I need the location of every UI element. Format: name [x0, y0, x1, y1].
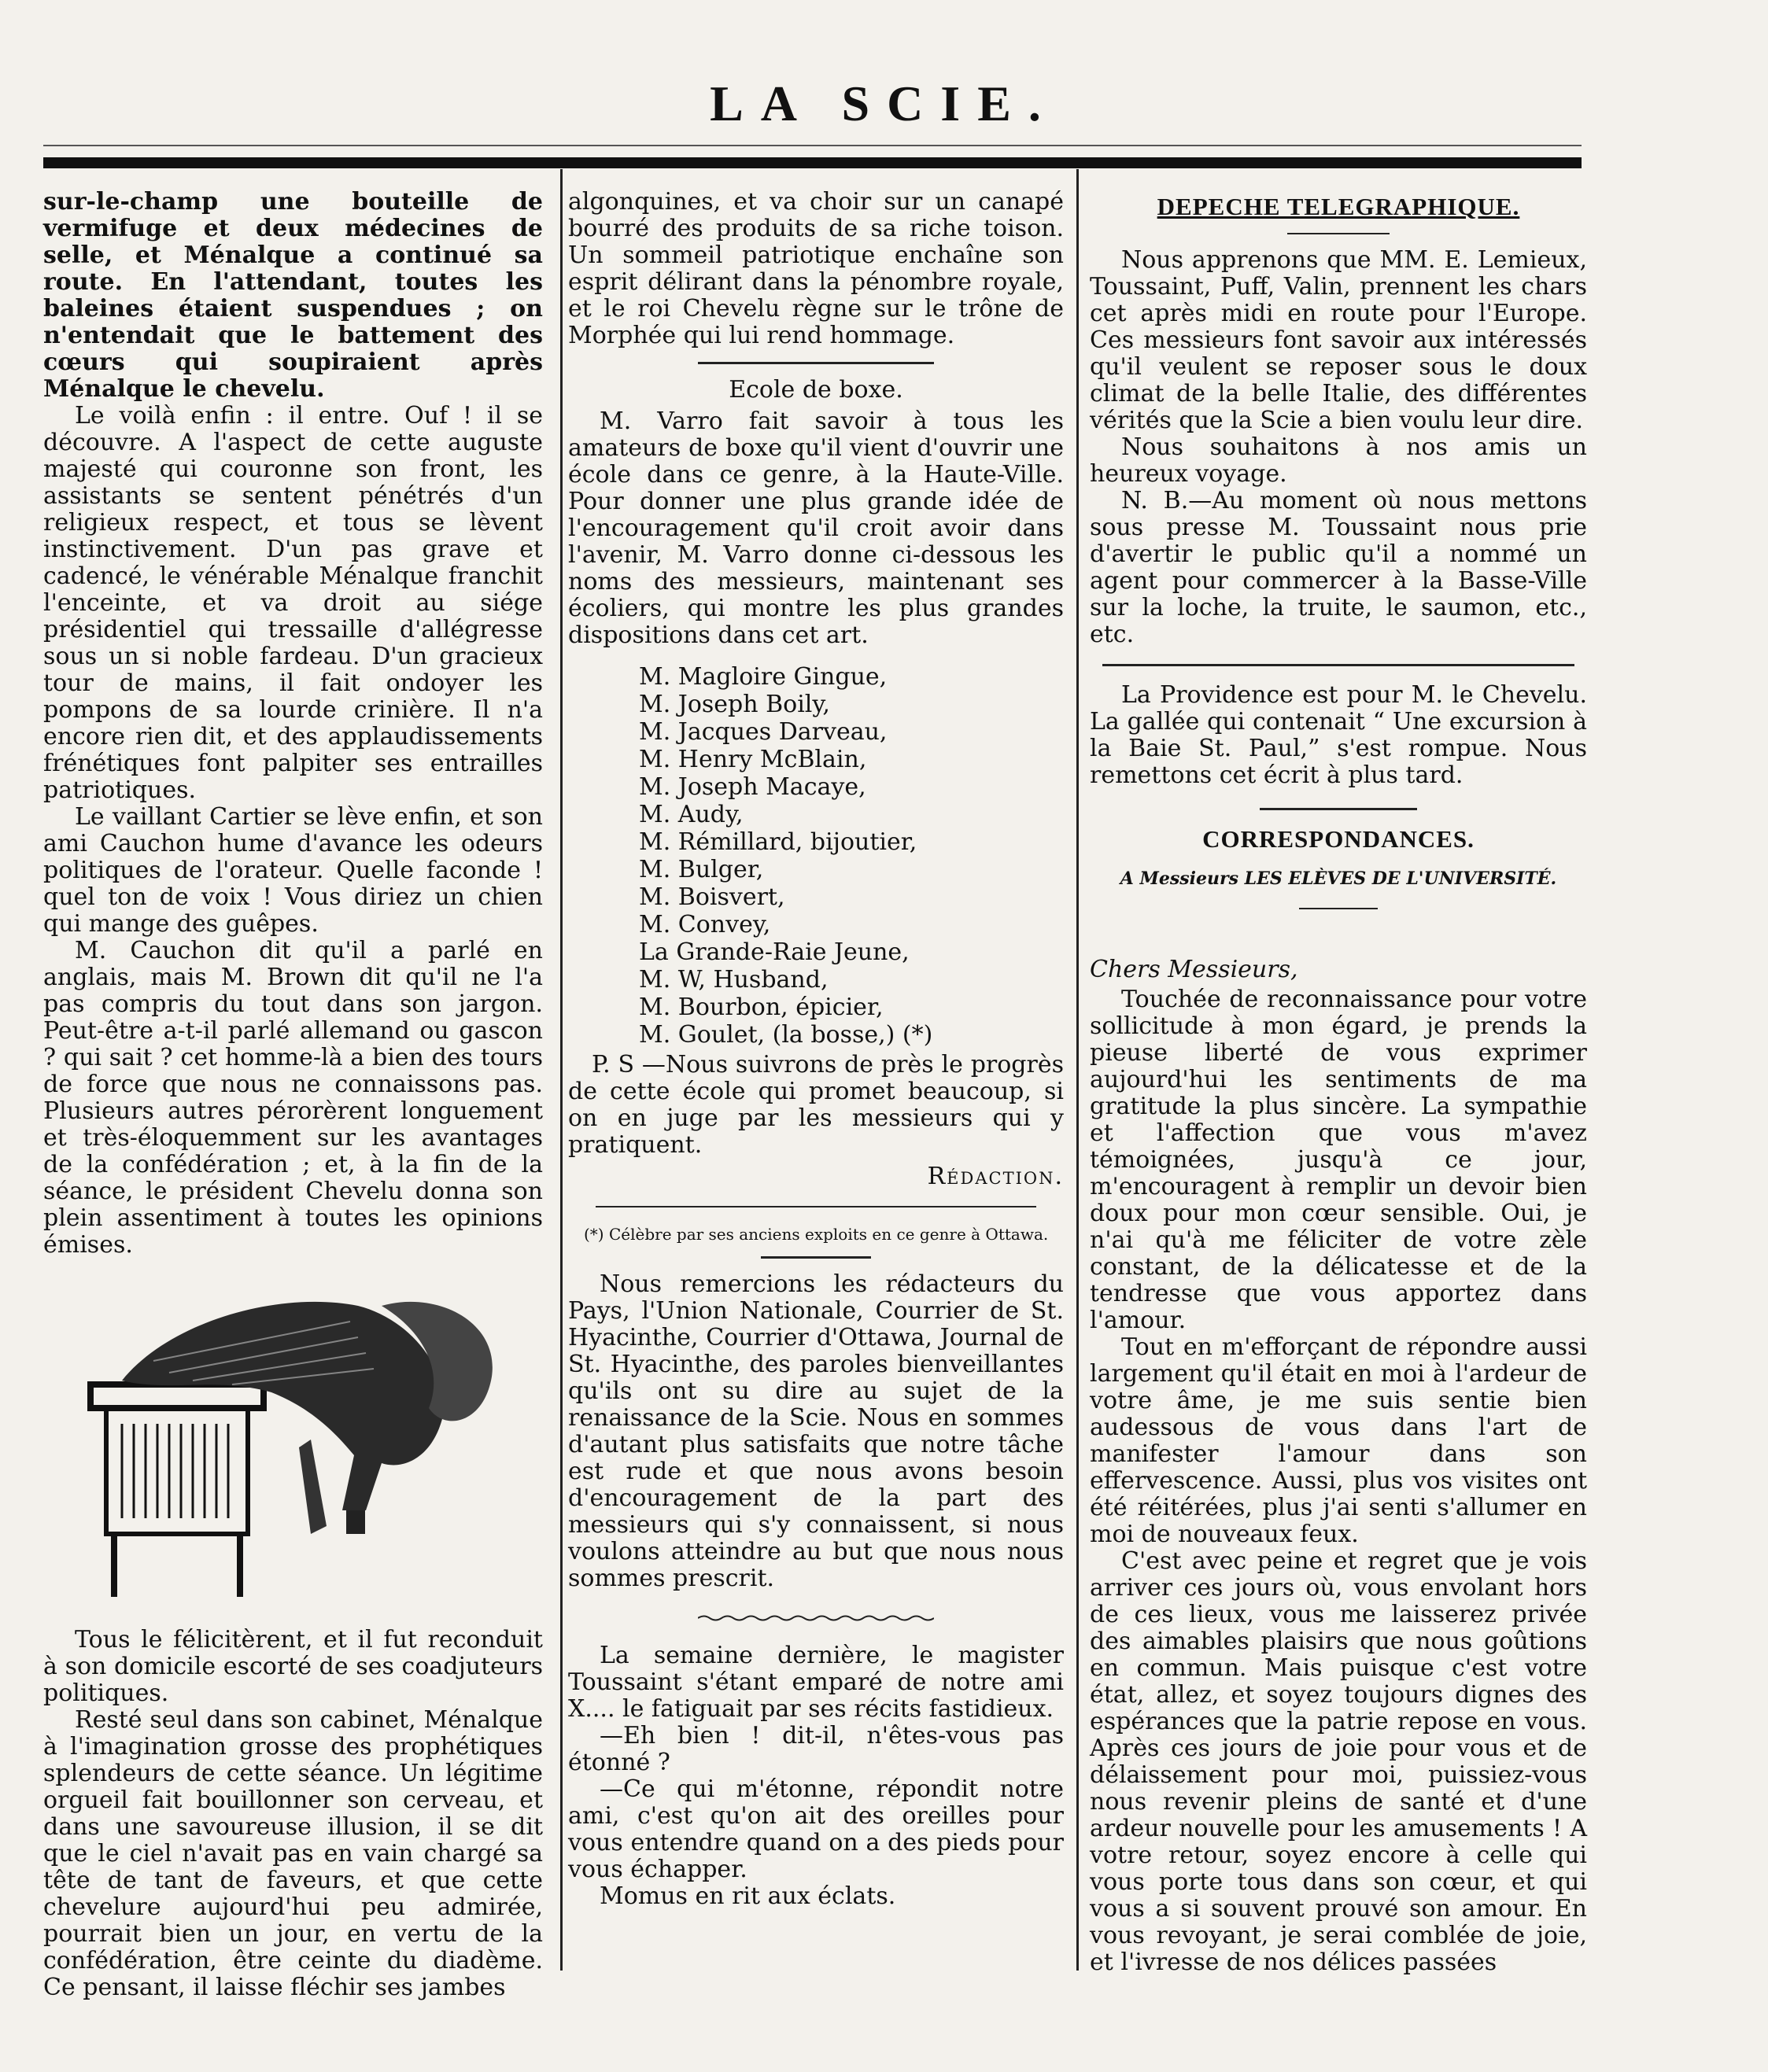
col1-paragraph-1: sur-le-champ une bouteille de vermifuge et deux médecines de selle, et Ménalque a continué sa route. En l'attendant, toutes les baleines étaient suspendues ; on n'entendait que le battement des cœurs qui soupiraient après Ménalque le chevelu.	[43, 188, 543, 403]
anecdote-paragraph-3: —Ce qui m'étonne, répondit notre ami, c'est qu'on ait des oreilles pour vous entendre quand on a des pieds pour vous échapper.	[568, 1775, 1064, 1883]
column-2	[568, 189, 1064, 1910]
letter-paragraph-3: C'est avec peine et regret que je vois arriver ces jours où, vous envolant hors de ces lieux, vous me laisserez privée des aimables plaisirs que nous goûtions en commun. Mais puisque c'est votre état, allez, et soyez toujours dignes des espérances que la patrie repose en vous. Après ces jours de joie pour vous et de délaissement pour moi, puissiez-vous nous revenir pleins de santé et d'une ardeur nouvelle pour les amusements ! A votre retour, soyez encore à celle qui vous porte tous dans son cœur, et qui vous a si souvent prouvé son amour. En vous revoyant, je serai comblée de joie, et l'ivresse de nos délices passées	[1090, 1547, 1587, 1976]
list-item: M. W, Husband,	[639, 966, 829, 994]
list-item: M. Henry McBlain,	[639, 746, 867, 773]
list-item: M. Goulet, (la bosse,) (*)	[639, 1021, 933, 1049]
list-item: La Grande-Raie Jeune,	[639, 938, 910, 966]
anecdote-paragraph-4: Momus en rit aux éclats.	[600, 1882, 896, 1910]
depeche-paragraph-1: Nous apprenons que MM. E. Lemieux, Toussaint, Puff, Valin, prennent les chars cet après midi en route pour l'Europe. Ces messieurs font savoir aux intéressés qu'il veulent se reposer sous le doux climat de la belle Italie, des différentes vérités que la Scie a bien voulu leur dire.	[1090, 246, 1587, 434]
depeche-heading: DEPECHE TELEGRAPHIQUE.	[1157, 193, 1520, 220]
col1-paragraph-5: Tous le félicitèrent, et il fut reconduit à son domicile escorté de ses coadjuteurs politiques.	[43, 1626, 543, 1707]
footnote: (*) Célèbre par ses anciens exploits en ce genre à Ottawa.	[584, 1225, 1049, 1244]
boxe-postscript: P. S —Nous suivrons de près le progrès de cette école qui promet beaucoup, si on en juge par les messieurs qui y pratiquent.	[568, 1051, 1064, 1159]
col1-paragraph-4: M. Cauchon dit qu'il a parlé en anglais, mais M. Brown dit qu'il ne l'a pas compris du tout dans son jargon. Peut-être a-t-il parlé allemand ou gascon ? qui sait ? cet homme-là a bien des tours de force que nous ne connaissons pas. Plusieurs autres pérorèrent longuement et très-éloquemment sur les avantages de la confédération ; et, à la fin de la séance, le président Chevelu donna son plein assentiment à toutes les opinions émises.	[43, 937, 543, 1259]
separator	[1299, 908, 1378, 909]
anecdote-paragraph-2: —Eh bien ! dit-il, n'êtes-vous pas étonné ?	[568, 1722, 1064, 1776]
bowing-man-engraving	[75, 1274, 515, 1605]
list-item: M. Joseph Boily,	[639, 691, 830, 718]
col1-paragraph-6: Resté seul dans son cabinet, Ménalque à l'imagination grosse des prophétiques splendeurs de cette séance. Un légitime orgueil fait bouillonner son cerveau, et dans une savoureuse illusion, il se dit que le ciel n'avait pas en vain chargé sa tête de tant de faveurs, et que cette chevelure aujourd'hui peu admirée, pourrait bien un jour, en vertu de la confédération, être ceinte du diadème. Ce pensant, il laisse fléchir ses jambes	[43, 1706, 543, 2001]
anecdote-paragraph-1: La semaine dernière, le magister Toussaint s'étant emparé de notre ami X.... le fatiguait par ses récits fastidieux.	[568, 1642, 1064, 1723]
thanks-paragraph: Nous remercions les rédacteurs du Pays, l'Union Nationale, Courrier de St. Hyacinthe, Courrier d'Ottawa, Journal de St. Hyacinthe, des paroles bienveillantes qu'ils ont su dire au sujet de la renaissance de la Scie. Nous en sommes d'autant plus satisfaits que notre tâche est rude et que nous avons besoin d'encouragement de la part des messieurs qui s'y connaissent, si nous voulons atteindre au but que nous nous sommes prescrit.	[568, 1270, 1064, 1592]
col1-paragraph-3: Le vaillant Cartier se lève enfin, et son ami Cauchon hume d'avance les odeurs politiques de l'orateur. Quelle faconde ! quel ton de voix ! Vous diriez un chien qui mange des guêpes.	[43, 803, 543, 938]
separator	[698, 362, 934, 364]
list-item: M. Boisvert,	[639, 883, 785, 911]
col2-paragraph-1: algonquines, et va choir sur un canapé bourré des produits de sa riche toison. Un sommeil patriotique enchaîne son esprit délirant dans la pénombre royale, et le roi Chevelu règne sur le trône de Morphée qui lui rend hommage.	[568, 188, 1064, 349]
masthead-title: LA SCIE.	[710, 76, 1058, 131]
letter-paragraph-1: Touchée de reconnaissance pour votre sollicitude à mon égard, je prends la pieuse liberté de vous exprimer aujourd'hui les sentiments de ma gratitude la plus sincère. La sympathie et l'affection que vous m'avez témoignées, jusqu'à ce jour, m'encouragent à remplir un devoir bien doux pour mon cœur sensible. Oui, je n'ai qu'à me féliciter de votre zèle constant, de la délicatesse et de la tendresse que vous apportez dans l'amour.	[1090, 986, 1587, 1334]
boxe-announcement: M. Varro fait savoir à tous les amateurs de boxe qu'il vient d'ouvrir une école dans ce genre, à la Haute-Ville. Pour donner une plus grande idée de l'encouragement qu'il croit avoir dans l'avenir, M. Varro donne ci-dessous les noms des messieurs, maintenant ses écoliers, qui montre les plus grandes dispositions dans cet art.	[568, 407, 1064, 649]
list-item: M. Convey,	[639, 911, 771, 938]
separator	[596, 1206, 1036, 1207]
depeche-paragraph-4: La Providence est pour M. le Chevelu. La gallée qui contenait “ Une excursion à la Baie St. Paul,” s'est rompue. Nous remettons cet écrit à plus tard.	[1090, 681, 1587, 789]
letter-salutation: Chers Messieurs,	[1090, 956, 1298, 983]
correspondances-heading: CORRESPONDANCES.	[1202, 825, 1475, 853]
column-3	[1090, 189, 1587, 1976]
column-1	[43, 189, 543, 2001]
list-item: M. Bulger,	[639, 856, 764, 883]
list-item: M. Magloire Gingue,	[639, 663, 888, 691]
letter-addressee: A Messieurs LES ELÈVES DE L'UNIVERSITÉ.	[1120, 868, 1557, 889]
depeche-paragraph-2: Nous souhaitons à nos amis un heureux voyage.	[1090, 433, 1587, 488]
masthead-thick-rule	[43, 157, 1582, 168]
separator	[761, 1256, 871, 1259]
illustration-bowing-man	[75, 1274, 543, 1611]
list-item: M. Audy,	[639, 801, 744, 828]
boxe-heading: Ecole de boxe.	[729, 376, 903, 404]
masthead-thin-rule	[43, 145, 1582, 146]
separator	[1102, 664, 1574, 666]
col1-paragraph-2: Le voilà enfin : il entre. Ouf ! il se découvre. A l'aspect de cette auguste majesté qui couronne son front, les assistants se sentent pénétrés d'un religieux respect, et tous se lèvent instinctivement. D'un pas grave et cadencé, le vénérable Ménalque franchit l'enceinte, et va droit au siége présidentiel qui tressaille d'allégresse sous un si noble fardeau. D'un gracieux tour de mains, il fait ondoyer les pompons de sa lourde crinière. Il n'a encore rien dit, et des applaudissements frénétiques font palpiter ses entrailles patriotiques.	[43, 402, 543, 804]
list-item: M. Bourbon, épicier,	[639, 994, 884, 1021]
depeche-paragraph-3: N. B.—Au moment où nous mettons sous presse M. Toussaint nous prie d'avertir le public qu'il a nommé un agent pour commercer à la Basse-Ville sur la loche, la truite, le saumon, etc., etc.	[1090, 487, 1587, 648]
column-divider-2	[1076, 169, 1079, 1971]
separator	[1287, 233, 1390, 234]
list-item: M. Jacques Darveau,	[639, 718, 888, 746]
list-item: M. Joseph Macaye,	[639, 773, 866, 801]
wavy-separator	[698, 1614, 934, 1622]
separator	[1260, 808, 1417, 810]
column-divider-1	[560, 169, 563, 1971]
signature: Rédaction.	[927, 1163, 1064, 1190]
list-item: M. Rémillard, bijoutier,	[639, 828, 917, 856]
boxe-student-list	[639, 663, 1064, 1049]
letter-paragraph-2: Tout en m'efforçant de répondre aussi largement qu'il était en moi à l'ardeur de votre âme, je me suis sentie bien audessous de vous dans l'art de manifester l'amour dans son effervescence. Aussi, plus vos visites ont été réitérées, plus j'ai senti s'allumer en moi de nouveaux feux.	[1090, 1333, 1587, 1548]
